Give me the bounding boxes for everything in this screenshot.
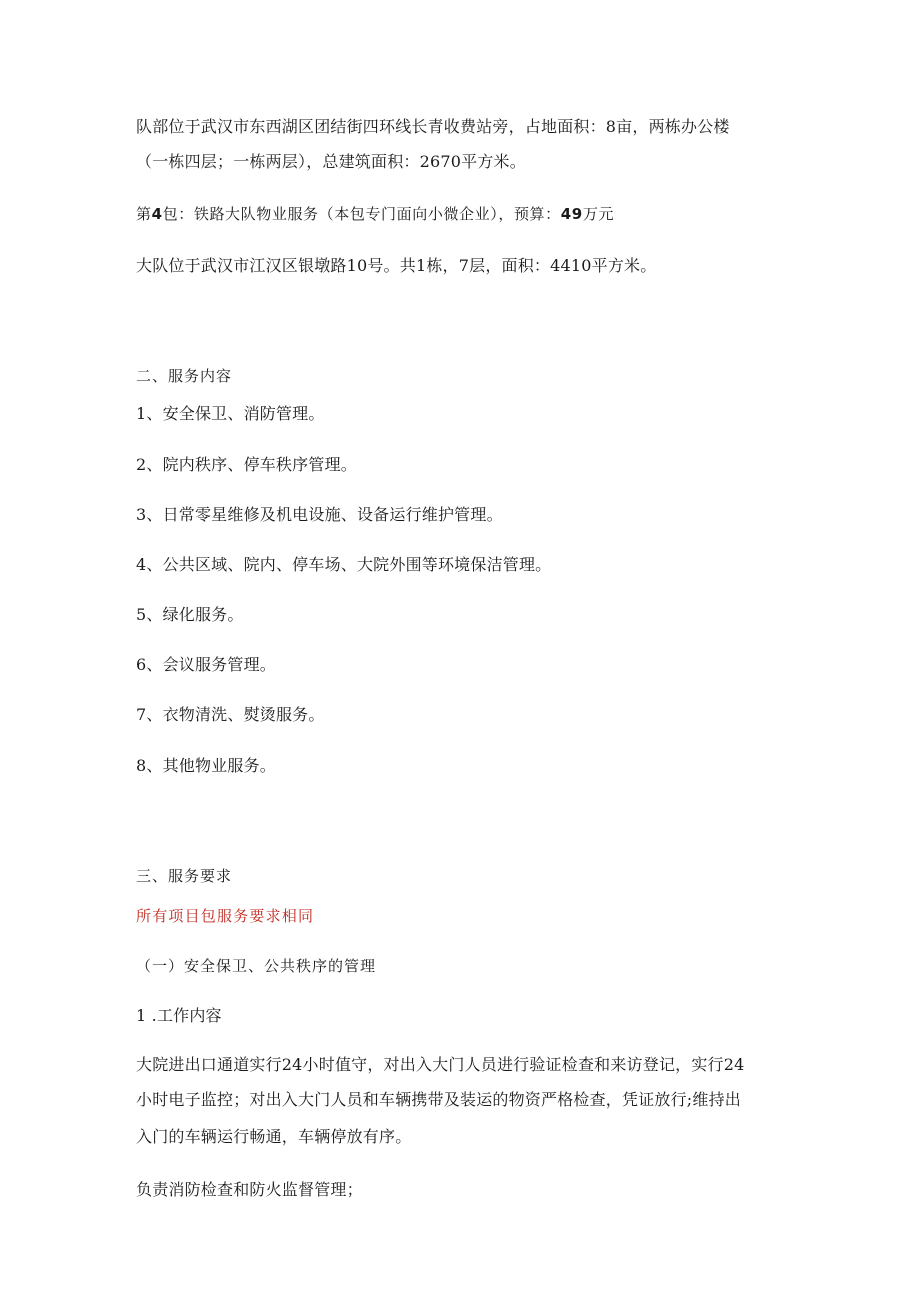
- security-para-line3: 入门的车辆运行畅通，车辆停放有序。: [136, 1127, 412, 1146]
- service-item-8: 8、其他物业服务。: [136, 756, 276, 775]
- service-item-4: 4、公共区域、院内、停车场、大院外围等环境保洁管理。: [136, 555, 552, 574]
- service-item-5: 5、绿化服务。: [136, 605, 244, 624]
- package4-budget: 49: [560, 205, 583, 223]
- section2-title: 二、服务内容: [136, 367, 233, 385]
- service-item-6: 6、会议服务管理。: [136, 655, 276, 674]
- package4-title-mid: 包：铁路大队物业服务（本包专门面向小微企业），预算：: [162, 205, 561, 223]
- security-para-line2: 小时电子监控；对出入大门人员和车辆携带及装运的物资严格检查，凭证放行;维持出: [136, 1090, 741, 1109]
- section3-sub1-title: （一）安全保卫、公共秩序的管理: [136, 957, 377, 975]
- package4-title-num: 4: [151, 205, 163, 223]
- package4-title: [136, 204, 614, 224]
- package4-desc: 大队位于武汉市江汉区银墩路10号。共1栋，7层，面积：4410平方米。: [136, 256, 657, 275]
- section3-title: 三、服务要求: [136, 867, 233, 885]
- package4-budget-unit: 万元: [582, 205, 615, 223]
- service-item-7: 7、衣物清洗、熨烫服务。: [136, 705, 325, 724]
- package4-title-prefix: 第: [136, 205, 152, 223]
- service-item-1: 1、安全保卫、消防管理。: [136, 404, 325, 423]
- service-item-3: 3、日常零星维修及机电设施、设备运行维护管理。: [136, 505, 503, 524]
- fire-para: 负责消防检查和防火监督管理；: [136, 1180, 363, 1199]
- package3-line1: 队部位于武汉市东西湖区团结街四环线长青收费站旁，占地面积：8亩，两栋办公楼: [136, 117, 730, 136]
- service-item-2: 2、院内秩序、停车秩序管理。: [136, 455, 357, 474]
- security-para-line1: 大院进出口通道实行24小时值守，对出入大门人员进行验证检查和来访登记，实行24: [136, 1055, 745, 1074]
- package3-line2: （一栋四层；一栋两层），总建筑面积：2670平方米。: [136, 152, 526, 171]
- section3-note: 所有项目包服务要求相同: [136, 907, 315, 925]
- work-content-title: 1 .工作内容: [136, 1006, 222, 1025]
